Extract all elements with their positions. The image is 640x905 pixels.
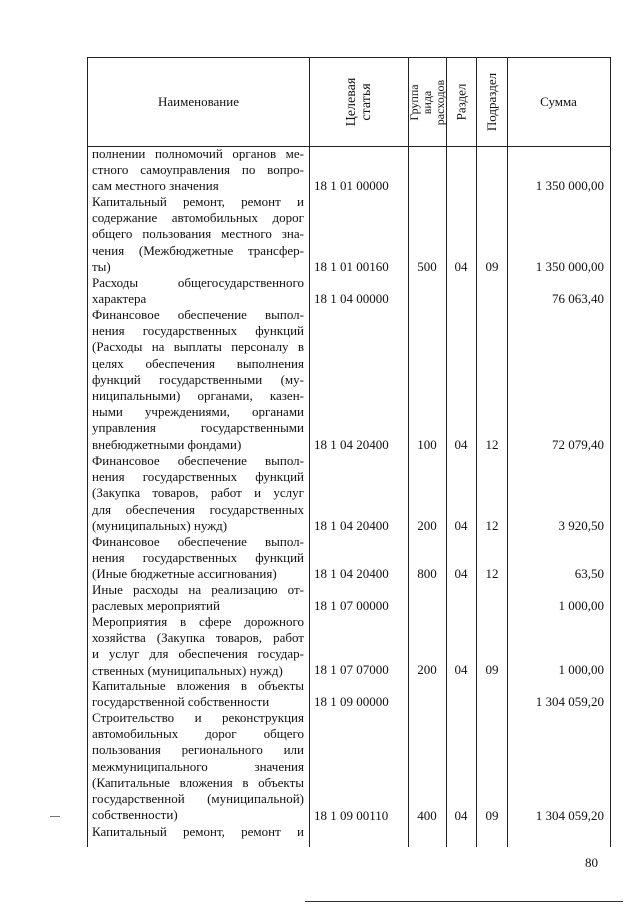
footer-line — [305, 901, 623, 902]
header-name-label: Наименование — [158, 94, 239, 109]
row-code: 18 1 07 00000 — [314, 598, 389, 613]
row-group: 200 — [417, 518, 437, 533]
row-amount: 63,50 — [574, 566, 604, 581]
row-subsection: 12 — [485, 437, 499, 452]
header-target-article — [310, 58, 408, 146]
row-name: Финансовое обеспечение выпол- нения государственных функций (Расходы на выплаты персоналу в целях обеспечения выполнения функций государственными (му- ниципальными) органами, казен- ными учреждениями, органами управления государственными внебюджетными фондами) — [92, 307, 304, 452]
row-code: 18 1 07 07000 — [314, 662, 389, 677]
row-code: 18 1 09 00110 — [314, 808, 389, 823]
header-section-label: Раздел — [453, 83, 469, 121]
row-amount: 1 304 059,20 — [535, 694, 604, 709]
header-name — [88, 58, 309, 146]
row-group: 200 — [417, 662, 437, 677]
header-amount — [508, 58, 609, 146]
row-section: 04 — [454, 808, 468, 823]
row-amount: 3 920,50 — [558, 518, 604, 533]
column-divider — [309, 57, 310, 847]
row-subsection: 12 — [485, 518, 499, 533]
row-name: Финансовое обеспечение выпол- нения государственных функций (Иные бюджетные ассигнования) — [92, 534, 304, 582]
row-section: 04 — [454, 566, 468, 581]
header-target-article-label: Целевая статья — [344, 77, 374, 127]
header-subsection-label: Подраздел — [484, 72, 500, 132]
row-subsection: 09 — [485, 259, 499, 274]
row-amount: 1 000,00 — [558, 598, 604, 613]
row-name: Финансовое обеспечение выпол- нения государственных функций (Закупка товаров, работ и услуг для обеспечения государственных (муниципальных) нужд) — [92, 453, 304, 533]
row-amount: 76 063,40 — [552, 291, 604, 306]
header-expense-group-label: Группа вида расходов — [407, 79, 447, 125]
row-name: Расходы общегосударственного характера — [92, 275, 304, 307]
row-amount: 72 079,40 — [552, 437, 604, 452]
header-section — [447, 58, 476, 146]
row-name: Иные расходы на реализацию от- раслевых мероприятий — [92, 582, 304, 614]
row-code: 18 1 04 20400 — [314, 518, 389, 533]
header-amount-label: Сумма — [540, 94, 577, 109]
row-section: 04 — [454, 437, 468, 452]
row-subsection: 12 — [485, 566, 499, 581]
row-amount: 1 350 000,00 — [535, 259, 604, 274]
row-name: Капитальный ремонт, ремонт и — [92, 824, 304, 839]
row-amount: 1 000,00 — [558, 662, 604, 677]
row-name: полнении полномочий органов ме- стного самоуправления по вопро- сам местного значения — [92, 146, 304, 194]
row-group: 500 — [417, 259, 437, 274]
row-code: 18 1 04 20400 — [314, 437, 389, 452]
row-name: Строительство и реконструкция автомобильных дорог общего пользования регионального или межмуниципального значения (Капитальные вложения в объекты государственной (муниципальной) собственности) — [92, 710, 304, 823]
page-number: 80 — [585, 855, 598, 870]
row-code: 18 1 01 00000 — [314, 178, 389, 193]
row-section: 04 — [454, 518, 468, 533]
header-subsection — [477, 58, 507, 146]
row-amount: 1 304 059,20 — [535, 808, 604, 823]
row-amount: 1 350 000,00 — [535, 178, 604, 193]
row-code: 18 1 04 00000 — [314, 291, 389, 306]
row-subsection: 09 — [485, 662, 499, 677]
row-name: Мероприятия в сфере дорожного хозяйства (Закупка товаров, работ и услуг для обеспечения государ- ственных (муниципальных) нужд) — [92, 614, 304, 678]
row-code: 18 1 04 20400 — [314, 566, 389, 581]
row-name: Капитальный ремонт, ремонт и содержание автомобильных дорог общего пользования местного зна- чения (Межбюджетные трансфер- ты) — [92, 194, 304, 274]
row-code: 18 1 01 00160 — [314, 259, 389, 274]
row-subsection: 09 — [485, 808, 499, 823]
row-name: Капитальные вложения в объекты государственной собственности — [92, 678, 304, 710]
row-section: 04 — [454, 662, 468, 677]
row-group: 100 — [417, 437, 437, 452]
margin-mark — [50, 816, 60, 817]
row-group: 400 — [417, 808, 437, 823]
row-section: 04 — [454, 259, 468, 274]
row-group: 800 — [417, 566, 437, 581]
header-expense-group — [409, 58, 446, 146]
row-code: 18 1 09 00000 — [314, 694, 389, 709]
